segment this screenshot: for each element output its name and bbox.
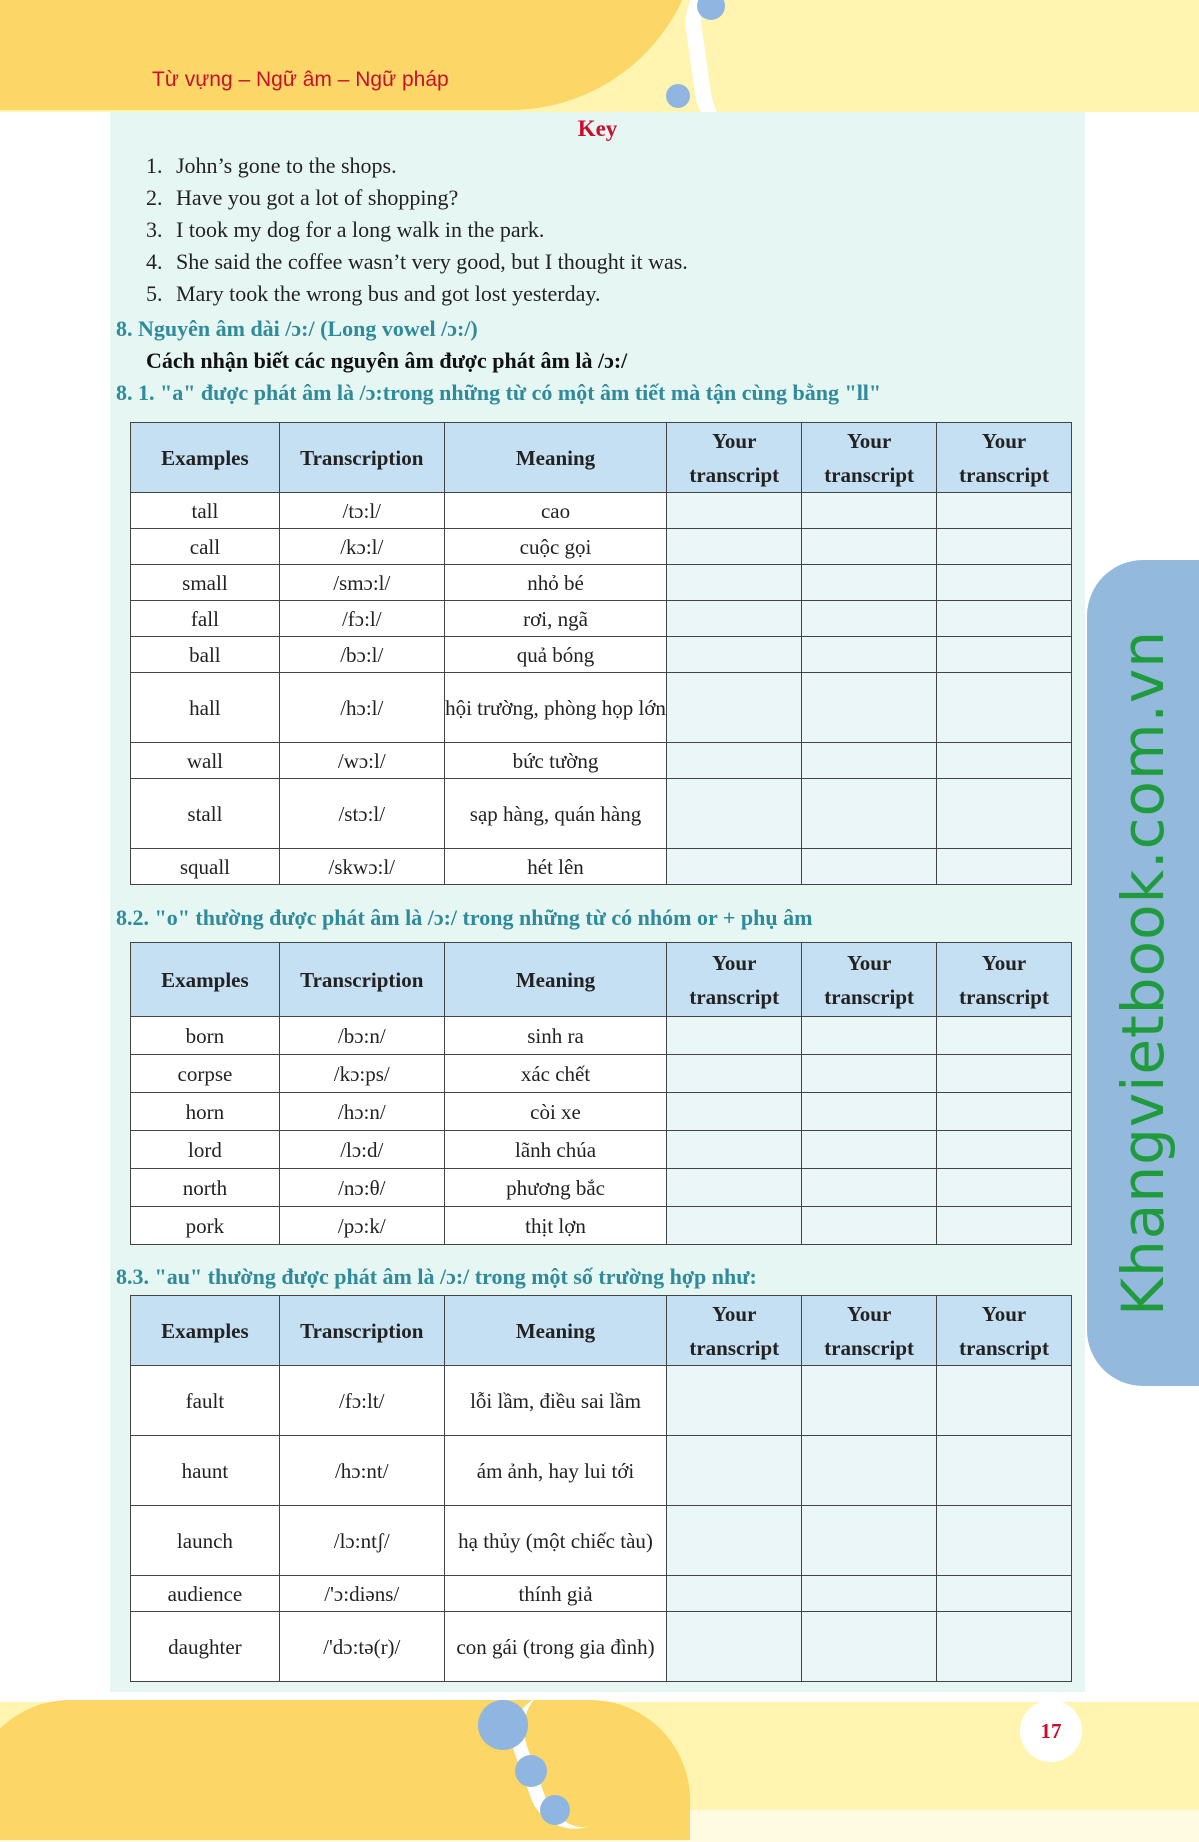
transcript-cell[interactable] bbox=[937, 1093, 1072, 1131]
ipa: /'ɔ:diəns/ bbox=[279, 1576, 444, 1612]
transcript-cell[interactable] bbox=[802, 601, 937, 637]
transcript-cell[interactable] bbox=[667, 1017, 802, 1055]
transcript-cell[interactable] bbox=[802, 1576, 937, 1612]
vocab-table-3 bbox=[130, 1295, 1072, 1682]
transcript-cell[interactable] bbox=[937, 1612, 1072, 1682]
ipa: /lɔ:ntʃ/ bbox=[279, 1506, 444, 1576]
transcript-cell[interactable] bbox=[802, 1169, 937, 1207]
table-row bbox=[131, 1131, 1072, 1169]
col-meaning: Meaning bbox=[444, 1296, 667, 1366]
list-item: 4. She said the coffee wasn’t very good, but I thought it was. bbox=[146, 249, 688, 274]
word: tall bbox=[131, 493, 280, 529]
table-row bbox=[131, 1506, 1072, 1576]
table-row bbox=[131, 1576, 1072, 1612]
meaning: quả bóng bbox=[444, 637, 667, 673]
table-row bbox=[131, 1436, 1072, 1506]
transcript-cell[interactable] bbox=[937, 601, 1072, 637]
table2-heading: 8.2. "o" thường được phát âm là /ɔ:/ trong những từ có nhóm or + phụ âm bbox=[116, 905, 813, 930]
meaning: thính giả bbox=[444, 1576, 667, 1612]
transcript-cell[interactable] bbox=[667, 601, 802, 637]
col-examples: Examples bbox=[131, 423, 280, 493]
transcript-cell[interactable] bbox=[937, 1366, 1072, 1436]
col-your-transcript: Your transcript bbox=[667, 1296, 802, 1366]
transcript-cell[interactable] bbox=[667, 1506, 802, 1576]
key-list bbox=[146, 150, 688, 310]
col-your-transcript: Your transcript bbox=[802, 943, 937, 1017]
transcript-cell[interactable] bbox=[802, 529, 937, 565]
meaning: sinh ra bbox=[444, 1017, 667, 1055]
meaning: cao bbox=[444, 493, 667, 529]
table-row bbox=[131, 1093, 1072, 1131]
transcript-cell[interactable] bbox=[667, 1366, 802, 1436]
meaning: hội trường, phòng họp lớn bbox=[444, 673, 667, 743]
table-row bbox=[131, 1366, 1072, 1436]
transcript-cell[interactable] bbox=[667, 1436, 802, 1506]
table-row bbox=[131, 1207, 1072, 1245]
table-row bbox=[131, 1169, 1072, 1207]
table-row bbox=[131, 743, 1072, 779]
transcript-cell[interactable] bbox=[937, 779, 1072, 849]
col-meaning: Meaning bbox=[444, 943, 667, 1017]
transcript-cell[interactable] bbox=[667, 1576, 802, 1612]
transcript-cell[interactable] bbox=[802, 779, 937, 849]
table-row bbox=[131, 673, 1072, 743]
word: audience bbox=[131, 1576, 280, 1612]
decor-dot bbox=[478, 1700, 528, 1750]
transcript-cell[interactable] bbox=[937, 1131, 1072, 1169]
transcript-cell[interactable] bbox=[802, 1093, 937, 1131]
decor-dot bbox=[540, 1795, 570, 1825]
table-row bbox=[131, 529, 1072, 565]
transcript-cell[interactable] bbox=[802, 1131, 937, 1169]
word: born bbox=[131, 1017, 280, 1055]
transcript-cell[interactable] bbox=[802, 849, 937, 885]
transcript-cell[interactable] bbox=[667, 673, 802, 743]
ipa: /wɔ:l/ bbox=[279, 743, 444, 779]
ipa: /tɔ:l/ bbox=[279, 493, 444, 529]
word: daughter bbox=[131, 1612, 280, 1682]
ipa: /hɔ:nt/ bbox=[279, 1436, 444, 1506]
table-row bbox=[131, 1017, 1072, 1055]
transcript-cell[interactable] bbox=[937, 637, 1072, 673]
word: corpse bbox=[131, 1055, 280, 1093]
ipa: /hɔ:l/ bbox=[279, 673, 444, 743]
transcript-cell[interactable] bbox=[937, 1506, 1072, 1576]
transcript-cell[interactable] bbox=[667, 1612, 802, 1682]
transcript-cell[interactable] bbox=[667, 1055, 802, 1093]
transcript-cell[interactable] bbox=[667, 1131, 802, 1169]
word: squall bbox=[131, 849, 280, 885]
ipa: /'dɔ:tə(r)/ bbox=[279, 1612, 444, 1682]
transcript-cell[interactable] bbox=[667, 1169, 802, 1207]
meaning: nhỏ bé bbox=[444, 565, 667, 601]
page-number: 17 bbox=[1020, 1700, 1082, 1762]
meaning: lãnh chúa bbox=[444, 1131, 667, 1169]
meaning: hạ thủy (một chiếc tàu) bbox=[444, 1506, 667, 1576]
word: pork bbox=[131, 1207, 280, 1245]
ipa: /nɔ:θ/ bbox=[279, 1169, 444, 1207]
meaning: con gái (trong gia đình) bbox=[444, 1612, 667, 1682]
word: haunt bbox=[131, 1436, 280, 1506]
col-transcription: Transcription bbox=[279, 423, 444, 493]
transcript-cell[interactable] bbox=[937, 1169, 1072, 1207]
col-examples: Examples bbox=[131, 943, 280, 1017]
transcript-cell[interactable] bbox=[667, 1207, 802, 1245]
col-transcription: Transcription bbox=[279, 1296, 444, 1366]
table-row bbox=[131, 779, 1072, 849]
table-row bbox=[131, 1612, 1072, 1682]
content-panel bbox=[110, 112, 1085, 1692]
col-your-transcript: Your transcript bbox=[937, 1296, 1072, 1366]
col-your-transcript: Your transcript bbox=[937, 943, 1072, 1017]
meaning: bức tường bbox=[444, 743, 667, 779]
transcript-cell[interactable] bbox=[937, 529, 1072, 565]
table-row bbox=[131, 849, 1072, 885]
meaning: thịt lợn bbox=[444, 1207, 667, 1245]
word: hall bbox=[131, 673, 280, 743]
word: fault bbox=[131, 1366, 280, 1436]
ipa: /pɔ:k/ bbox=[279, 1207, 444, 1245]
meaning: xác chết bbox=[444, 1055, 667, 1093]
transcript-cell[interactable] bbox=[802, 1506, 937, 1576]
ipa: /kɔ:ps/ bbox=[279, 1055, 444, 1093]
word: horn bbox=[131, 1093, 280, 1131]
vocab-table-2 bbox=[130, 942, 1072, 1245]
col-your-transcript: Your transcript bbox=[802, 423, 937, 493]
transcript-cell[interactable] bbox=[937, 493, 1072, 529]
transcript-cell[interactable] bbox=[667, 637, 802, 673]
key-title: Key bbox=[577, 116, 618, 141]
transcript-cell[interactable] bbox=[802, 1017, 937, 1055]
transcript-cell[interactable] bbox=[802, 637, 937, 673]
transcript-cell[interactable] bbox=[937, 1017, 1072, 1055]
section-subtitle: Cách nhận biết các nguyên âm được phát âm là /ɔ:/ bbox=[146, 348, 628, 373]
meaning: ám ảnh, hay lui tới bbox=[444, 1436, 667, 1506]
col-transcription: Transcription bbox=[279, 943, 444, 1017]
meaning: phương bắc bbox=[444, 1169, 667, 1207]
ipa: /hɔ:n/ bbox=[279, 1093, 444, 1131]
col-your-transcript: Your transcript bbox=[802, 1296, 937, 1366]
transcript-cell[interactable] bbox=[667, 493, 802, 529]
transcript-cell[interactable] bbox=[937, 673, 1072, 743]
list-item: 5. Mary took the wrong bus and got lost yesterday. bbox=[146, 281, 601, 306]
ipa: /stɔ:l/ bbox=[279, 779, 444, 849]
transcript-cell[interactable] bbox=[802, 1436, 937, 1506]
list-item: 1. John’s gone to the shops. bbox=[146, 153, 397, 178]
table-row bbox=[131, 637, 1072, 673]
col-your-transcript: Your transcript bbox=[937, 423, 1072, 493]
ipa: /fɔ:lt/ bbox=[279, 1366, 444, 1436]
transcript-cell[interactable] bbox=[667, 529, 802, 565]
transcript-cell[interactable] bbox=[802, 1366, 937, 1436]
transcript-cell[interactable] bbox=[802, 1055, 937, 1093]
list-item: 2. Have you got a lot of shopping? bbox=[146, 185, 459, 210]
col-your-transcript: Your transcript bbox=[667, 423, 802, 493]
table-row bbox=[131, 1055, 1072, 1093]
transcript-cell[interactable] bbox=[802, 565, 937, 601]
transcript-cell[interactable] bbox=[667, 565, 802, 601]
decor-dot bbox=[515, 1755, 547, 1787]
transcript-cell[interactable] bbox=[802, 673, 937, 743]
transcript-cell[interactable] bbox=[937, 743, 1072, 779]
meaning: hét lên bbox=[444, 849, 667, 885]
transcript-cell[interactable] bbox=[667, 743, 802, 779]
transcript-cell[interactable] bbox=[937, 1207, 1072, 1245]
list-item: 3. I took my dog for a long walk in the park. bbox=[146, 217, 545, 242]
table-row bbox=[131, 565, 1072, 601]
transcript-cell[interactable] bbox=[937, 1055, 1072, 1093]
meaning: sạp hàng, quán hàng bbox=[444, 779, 667, 849]
ipa: /bɔ:n/ bbox=[279, 1017, 444, 1055]
table-row bbox=[131, 493, 1072, 529]
transcript-cell[interactable] bbox=[667, 779, 802, 849]
transcript-cell[interactable] bbox=[802, 493, 937, 529]
word: fall bbox=[131, 601, 280, 637]
col-your-transcript: Your transcript bbox=[667, 943, 802, 1017]
header-title: Từ vựng – Ngữ âm – Ngữ pháp bbox=[152, 68, 449, 91]
transcript-cell[interactable] bbox=[802, 1612, 937, 1682]
word: north bbox=[131, 1169, 280, 1207]
ipa: /smɔ:l/ bbox=[279, 565, 444, 601]
decor-dot bbox=[666, 84, 690, 108]
transcript-cell[interactable] bbox=[937, 1576, 1072, 1612]
word: call bbox=[131, 529, 280, 565]
col-examples: Examples bbox=[131, 1296, 280, 1366]
ipa: /lɔ:d/ bbox=[279, 1131, 444, 1169]
transcript-cell[interactable] bbox=[937, 849, 1072, 885]
word: wall bbox=[131, 743, 280, 779]
vocab-table-1 bbox=[130, 422, 1072, 885]
transcript-cell[interactable] bbox=[667, 1093, 802, 1131]
brand-watermark: Khangvietbook.com.vn bbox=[1109, 630, 1177, 1316]
ipa: /skwɔ:l/ bbox=[279, 849, 444, 885]
transcript-cell[interactable] bbox=[937, 1436, 1072, 1506]
section-title: 8. Nguyên âm dài /ɔ:/ (Long vowel /ɔ:/) bbox=[116, 316, 478, 341]
col-meaning: Meaning bbox=[444, 423, 667, 493]
word: small bbox=[131, 565, 280, 601]
word: lord bbox=[131, 1131, 280, 1169]
ipa: /fɔ:l/ bbox=[279, 601, 444, 637]
meaning: cuộc gọi bbox=[444, 529, 667, 565]
meaning: lỗi lầm, điều sai lầm bbox=[444, 1366, 667, 1436]
table-row bbox=[131, 601, 1072, 637]
table3-heading: 8.3. "au" thường được phát âm là /ɔ:/ trong một số trường hợp như: bbox=[116, 1264, 757, 1289]
table1-heading: 8. 1. "a" được phát âm là /ɔ:trong những từ có một âm tiết mà tận cùng bằng "ll" bbox=[116, 380, 882, 405]
word: ball bbox=[131, 637, 280, 673]
transcript-cell[interactable] bbox=[802, 1207, 937, 1245]
transcript-cell[interactable] bbox=[667, 849, 802, 885]
ipa: /bɔ:l/ bbox=[279, 637, 444, 673]
meaning: rơi, ngã bbox=[444, 601, 667, 637]
word: stall bbox=[131, 779, 280, 849]
meaning: còi xe bbox=[444, 1093, 667, 1131]
transcript-cell[interactable] bbox=[802, 743, 937, 779]
word: launch bbox=[131, 1506, 280, 1576]
transcript-cell[interactable] bbox=[937, 565, 1072, 601]
ipa: /kɔ:l/ bbox=[279, 529, 444, 565]
